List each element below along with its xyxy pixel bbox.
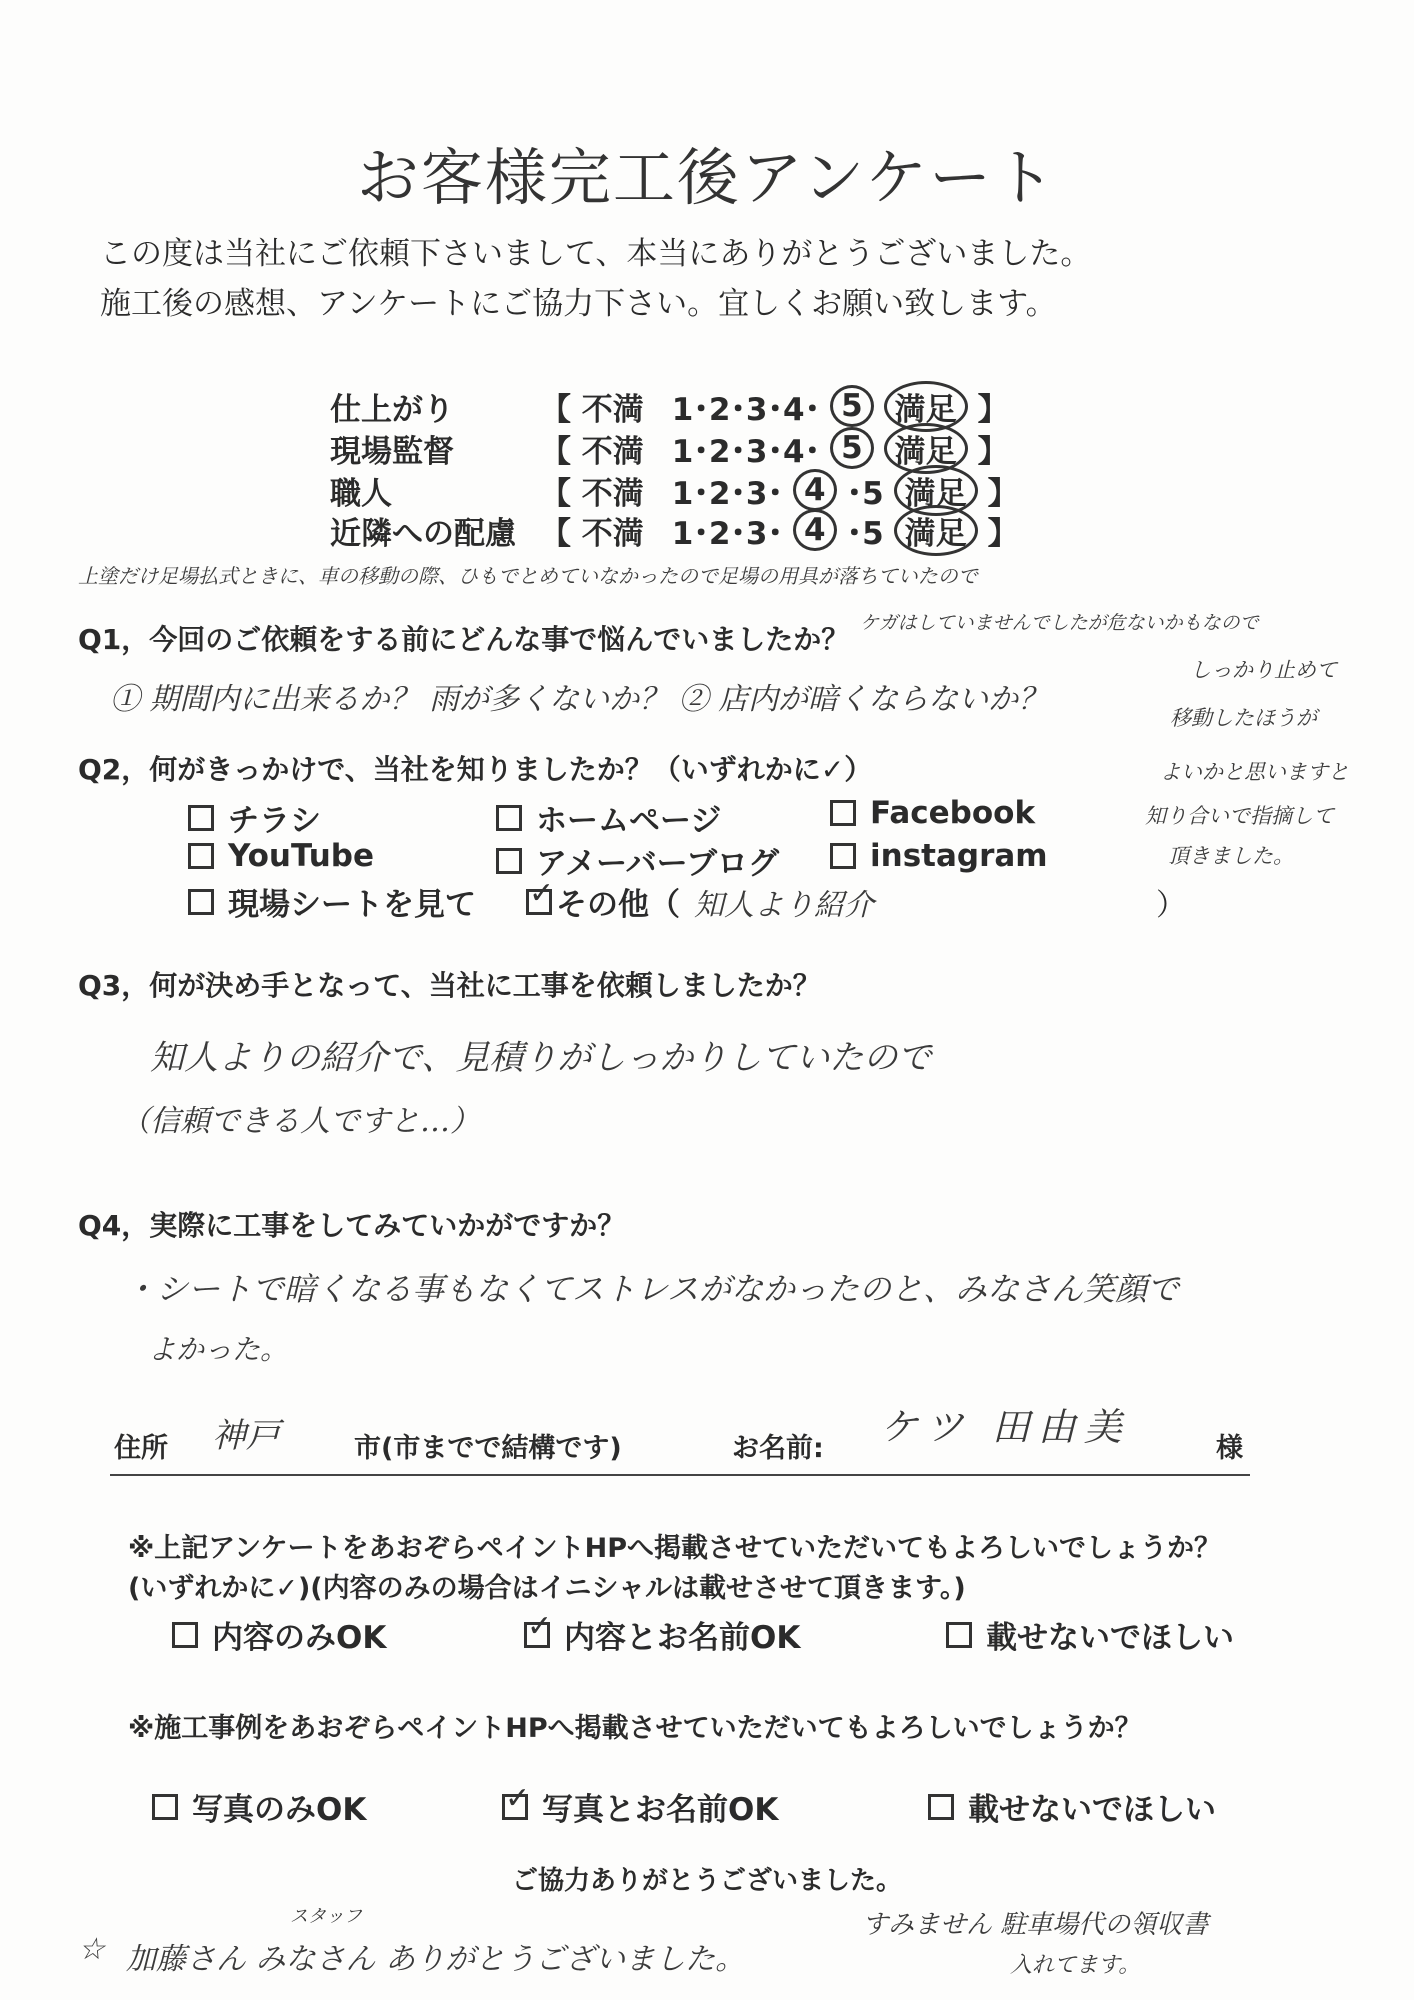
option-label: その他（	[556, 887, 680, 923]
side-note-4: 知り合いで指摘して	[1145, 804, 1334, 828]
consent1-option-content-and-name[interactable]	[524, 1612, 800, 1657]
side-note-1: しっかり止めて	[1190, 658, 1337, 682]
address-value[interactable]: 神戸	[212, 1416, 280, 1456]
rating-right-bracket: 】	[977, 391, 1009, 428]
address-label: 住所	[114, 1433, 168, 1464]
option-label: Facebook	[870, 795, 1036, 831]
q2-close-paren: ）	[1156, 888, 1186, 923]
q2-question: Q2，何がきっかけで、当社を知りましたか？（いずれかに✓）	[78, 753, 873, 786]
rating-scale: 1･2･3･	[671, 475, 784, 512]
footer-note-superscript: スタッフ	[290, 1906, 362, 1927]
q2-option-facebook[interactable]	[830, 795, 1035, 831]
footer-handwritten-note: 加藤さん みなさん ありがとうございました。	[126, 1942, 746, 1977]
option-label: 現場シートを見て	[228, 887, 476, 923]
option-label: 写真のみOK	[192, 1792, 367, 1828]
consent2-option-photo-only[interactable]	[152, 1784, 366, 1829]
checkbox-icon[interactable]	[946, 1622, 972, 1648]
q3-question: Q3，何が決め手となって、当社に工事を依頼しましたか？	[78, 969, 821, 1002]
side-note-3: よいかと思いますと	[1160, 760, 1349, 784]
rating-label: 仕上がり	[330, 391, 454, 428]
rating-right-bracket: 】	[987, 515, 1019, 552]
survey-title: お客様完工後アンケート	[356, 141, 1058, 214]
rating-left-bracket: 【 不満	[540, 515, 644, 552]
q1-answer: ① 期間内に出来るか？ 雨が多くないか？ ② 店内が暗くならないか？	[110, 682, 1049, 717]
option-label: instagram	[870, 838, 1048, 874]
option-label: 内容のみOK	[212, 1620, 387, 1656]
rating-left-bracket: 【 不満	[540, 475, 644, 512]
side-note-2: 移動したほうが	[1170, 706, 1317, 730]
checkbox-icon[interactable]	[172, 1622, 198, 1648]
ratings-comment-line1: 上塗だけ足場払式ときに、車の移動の際、ひもでとめていなかったので足場の用具が落ちていたので	[78, 564, 978, 588]
option-label: チラシ	[228, 803, 321, 839]
rating-row-neighbors	[330, 510, 1019, 550]
consent1-question: ※上記アンケートをあおぞらペイントHPへ掲載させていただいてもよろしいでしょうか？	[128, 1533, 1222, 1564]
option-label: 写真とお名前OK	[542, 1792, 779, 1828]
rating-label: 職人	[330, 475, 392, 512]
checkbox-icon[interactable]	[188, 805, 214, 831]
q4-answer-line1: ・シートで暗くなる事もなくてストレスがなかったのと、みなさん笑顔で	[124, 1270, 1180, 1308]
q4-answer-line2: よかった。	[148, 1333, 289, 1366]
rating-after: ･5	[846, 515, 884, 552]
option-label: 内容とお名前OK	[564, 1620, 801, 1656]
checkbox-checked-icon[interactable]	[526, 889, 552, 915]
rating-selected: 5	[830, 385, 874, 427]
rating-right-bracket: 】	[987, 475, 1019, 512]
consent1-option-content-only[interactable]	[172, 1612, 386, 1657]
checkbox-checked-icon[interactable]	[524, 1622, 550, 1648]
checkbox-icon[interactable]	[188, 843, 214, 869]
q2-option-site-sheet[interactable]	[188, 879, 476, 924]
name-label: お名前:	[732, 1433, 824, 1464]
q3-answer-line1: 知人よりの紹介で、見積りがしっかりしていたので	[150, 1038, 932, 1078]
option-label: 載せないでほしい	[968, 1792, 1216, 1828]
checkbox-checked-icon[interactable]	[502, 1794, 528, 1820]
option-label: YouTube	[228, 838, 374, 874]
intro-line-1: この度は当社にご依頼下さいまして、本当にありがとうございました。	[100, 236, 1092, 272]
rating-satisfied: 満足	[894, 465, 978, 516]
checkbox-icon[interactable]	[496, 805, 522, 831]
rating-label: 現場監督	[330, 433, 454, 470]
consent1-option-do-not-publish[interactable]	[946, 1612, 1234, 1657]
name-value[interactable]: ケツ 田由美	[880, 1405, 1130, 1449]
q2-option-flyer[interactable]	[188, 795, 321, 840]
ratings-comment-line2: ケガはしていませんでしたが危ないかもなので	[860, 612, 1259, 634]
rating-satisfied: 満足	[884, 423, 968, 474]
checkbox-icon[interactable]	[928, 1794, 954, 1820]
q2-option-youtube[interactable]	[188, 838, 374, 874]
checkbox-icon[interactable]	[188, 889, 214, 915]
rating-selected: 4	[793, 509, 837, 551]
rating-scale: 1･2･3･4･	[671, 433, 821, 470]
rating-row-finish	[330, 386, 1009, 426]
option-label: ホームページ	[536, 803, 722, 839]
rating-satisfied: 満足	[884, 381, 968, 432]
footer-note-right-line1: すみません 駐車場代の領収書	[862, 1910, 1209, 1940]
rating-label: 近隣への配慮	[330, 515, 516, 552]
intro-line-2: 施工後の感想、アンケートにご協力下さい。宜しくお願い致します。	[100, 286, 1057, 322]
q1-question: Q1，今回のご依頼をする前にどんな事で悩んでいましたか？	[78, 623, 850, 656]
checkbox-icon[interactable]	[496, 848, 522, 874]
rating-right-bracket: 】	[977, 433, 1009, 470]
q2-other-answer: 知人より紹介	[694, 887, 874, 923]
consent2-option-photo-and-name[interactable]	[502, 1784, 778, 1829]
star-icon: ☆	[78, 1932, 105, 1967]
q2-option-homepage[interactable]	[496, 795, 721, 840]
rating-after: ･5	[846, 475, 884, 512]
q4-question: Q4，実際に工事をしてみていかがですか？	[78, 1209, 626, 1242]
rating-row-supervisor	[330, 428, 1009, 468]
q3-answer-line2: （信頼できる人ですと…）	[120, 1104, 480, 1139]
rating-scale: 1･2･3･4･	[671, 391, 821, 428]
consent1-note: (いずれかに✓)(内容のみの場合はイニシャルは載せさせて頂きます。)	[128, 1573, 966, 1604]
checkbox-icon[interactable]	[830, 843, 856, 869]
checkbox-icon[interactable]	[830, 800, 856, 826]
city-note: 市(市までで結構です)	[354, 1433, 622, 1464]
rating-satisfied: 満足	[894, 505, 978, 556]
footer-note-right-line2: 入れてます。	[1010, 1953, 1141, 1978]
option-label: 載せないでほしい	[986, 1620, 1234, 1656]
side-note-5: 頂きました。	[1168, 844, 1294, 868]
checkbox-icon[interactable]	[152, 1794, 178, 1820]
thanks-message: ご協力ありがとうございました。	[511, 1866, 902, 1896]
q2-option-instagram[interactable]	[830, 838, 1048, 874]
honorific: 様	[1216, 1433, 1243, 1464]
option-label: アメーバーブログ	[536, 846, 780, 882]
rating-selected: 5	[830, 427, 874, 469]
rating-left-bracket: 【 不満	[540, 433, 644, 470]
rating-scale: 1･2･3･	[671, 515, 784, 552]
rating-left-bracket: 【 不満	[540, 391, 644, 428]
consent2-question: ※施工事例をあおぞらペイントHPへ掲載させていただいてもよろしいでしょうか？	[128, 1713, 1142, 1744]
consent2-option-do-not-publish[interactable]	[928, 1784, 1216, 1829]
rating-selected: 4	[793, 469, 837, 511]
q2-option-other[interactable]	[526, 879, 874, 924]
